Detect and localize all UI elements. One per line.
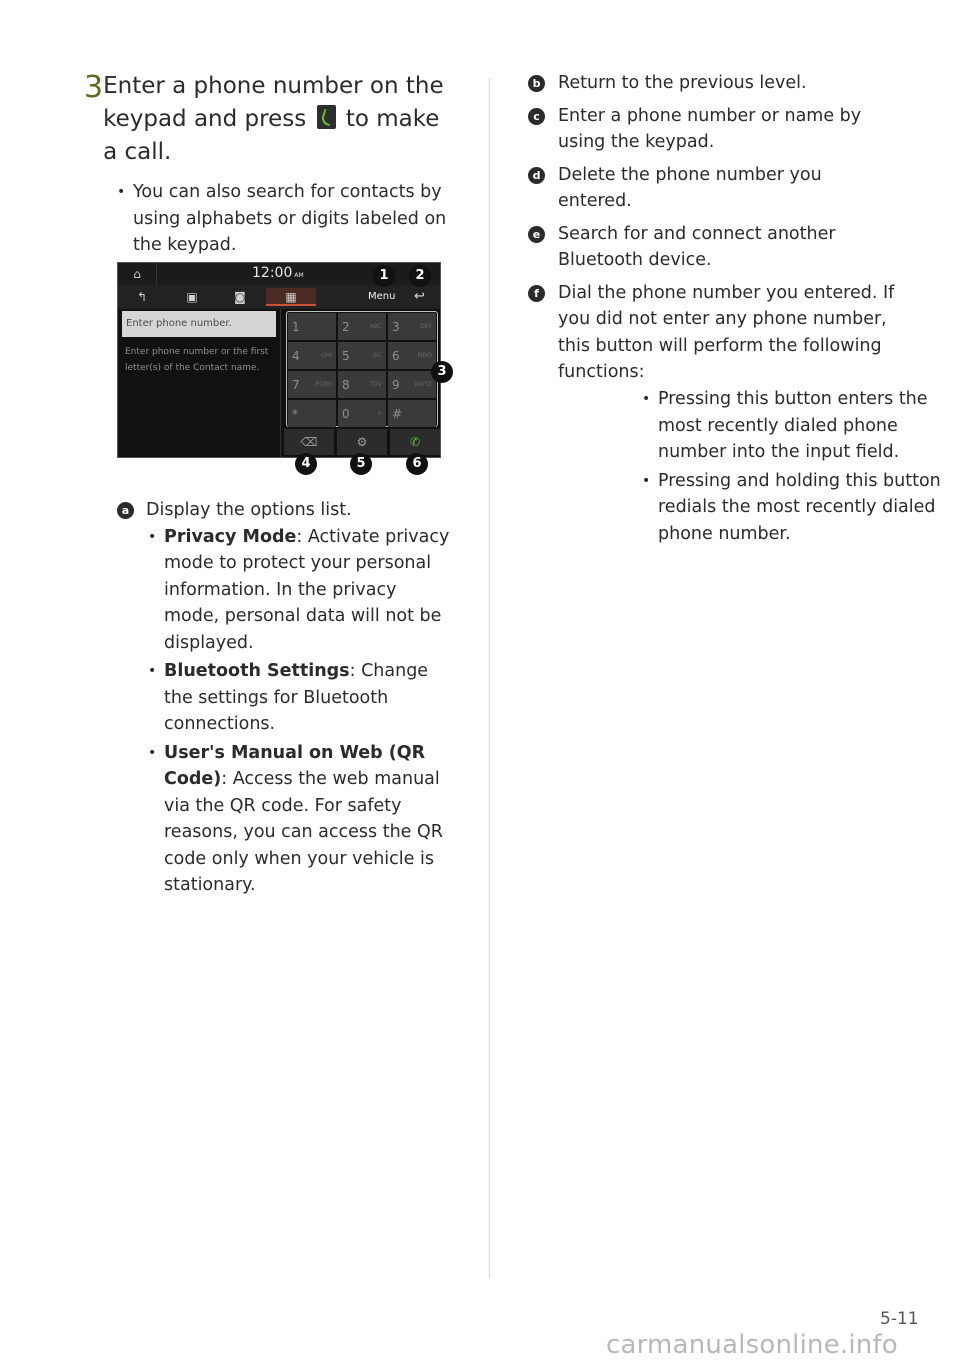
favorites-icon: ▣ xyxy=(186,290,198,304)
item-c: c Enter a phone number or name by using the keypad. xyxy=(528,103,898,156)
step-instruction: Enter a phone number on the keypad and press to make a call. xyxy=(103,73,444,165)
right-column xyxy=(528,70,898,392)
dial-function-2: • Pressing and holding this button redials the most recently dialed phone number. xyxy=(640,468,954,548)
item-f: f Dial the phone number you entered. If you did not enter any phone number, this button will perform the following functions: xyxy=(528,280,898,386)
step-3 xyxy=(84,70,454,169)
back-icon: ↩ xyxy=(414,289,425,304)
options-list xyxy=(146,524,457,899)
callout-6: 6 xyxy=(406,453,428,475)
badge-f: f xyxy=(528,285,545,302)
badge-b: b xyxy=(528,75,545,92)
column-divider xyxy=(489,78,490,1278)
callout-3: 3 xyxy=(431,361,453,383)
menu-button: Menu xyxy=(368,291,396,302)
phone-number-input: Enter phone number. xyxy=(122,311,276,337)
keypad-key: 4 GHI xyxy=(288,342,336,369)
phone-keypad-screenshot xyxy=(117,262,441,458)
item-e: e Search for and connect another Bluetooth device. xyxy=(528,221,898,274)
input-hint: Enter phone number or the first letter(s) of the Contact name. xyxy=(125,347,269,373)
option-users-manual: • User's Manual on Web (QR Code): Access the web manual via the QR code. For safety reasons, you can access the QR code only when your vehicle is stationary. xyxy=(146,740,457,899)
call-icon xyxy=(317,105,336,129)
keypad-key: 0 + xyxy=(338,400,386,427)
keypad-key: 3 DEF xyxy=(388,313,436,340)
watermark: carmanualsonline.info xyxy=(606,1330,898,1360)
keypad-key: 8 TUV xyxy=(338,371,386,398)
page-number: 5-11 xyxy=(880,1309,919,1329)
settings-icon: ⚙ xyxy=(337,429,387,455)
keypad-key: 7 PQRS xyxy=(288,371,336,398)
badge-a: a xyxy=(117,502,134,519)
clock: 12:00 AM xyxy=(252,265,304,281)
dial-function-1: • Pressing this button enters the most recently dialed phone number into the input field. xyxy=(640,386,954,466)
keypad xyxy=(288,313,436,427)
keypad-actions xyxy=(284,429,440,455)
keypad-key: 9 WXYZ xyxy=(388,371,436,398)
badge-e: e xyxy=(528,226,545,243)
keypad-key: 1 xyxy=(288,313,336,340)
item-a xyxy=(117,497,457,901)
search-note: • You can also search for contacts by using alphabets or digits labeled on the keypad. xyxy=(115,179,454,259)
home-icon: ⌂ xyxy=(118,263,157,285)
step-number: 3 xyxy=(84,70,104,105)
keypad-key: 2 ABC xyxy=(338,313,386,340)
badge-d: d xyxy=(528,167,545,184)
recent-calls-icon: ↰ xyxy=(136,290,148,304)
keypad-tab-icon: ▦ xyxy=(266,288,316,306)
badge-c: c xyxy=(528,108,545,125)
callout-1: 1 xyxy=(373,265,395,287)
item-b: b Return to the previous level. xyxy=(528,70,898,97)
item-a-text: Display the options list. xyxy=(146,500,352,520)
delete-icon: ⌫ xyxy=(284,429,334,455)
callout-5: 5 xyxy=(350,453,372,475)
panel-separator xyxy=(280,309,281,457)
left-column xyxy=(84,70,454,259)
callout-4: 4 xyxy=(295,453,317,475)
option-bluetooth-settings: • Bluetooth Settings: Change the settings for Bluetooth connections. xyxy=(146,658,457,738)
item-d: d Delete the phone number you entered. xyxy=(528,162,898,215)
callout-2: 2 xyxy=(409,265,431,287)
keypad-key: * xyxy=(288,400,336,427)
keypad-key: 5 JKL xyxy=(338,342,386,369)
keypad-key: 6 MNO xyxy=(388,342,436,369)
dial-icon: ✆ xyxy=(390,429,440,455)
option-privacy-mode: • Privacy Mode: Activate privacy mode to protect your personal information. In the privacy mode, personal data will not be displayed. xyxy=(146,524,457,657)
contacts-icon: ◙ xyxy=(234,290,246,304)
dial-functions xyxy=(584,386,954,547)
keypad-key: # xyxy=(388,400,436,427)
